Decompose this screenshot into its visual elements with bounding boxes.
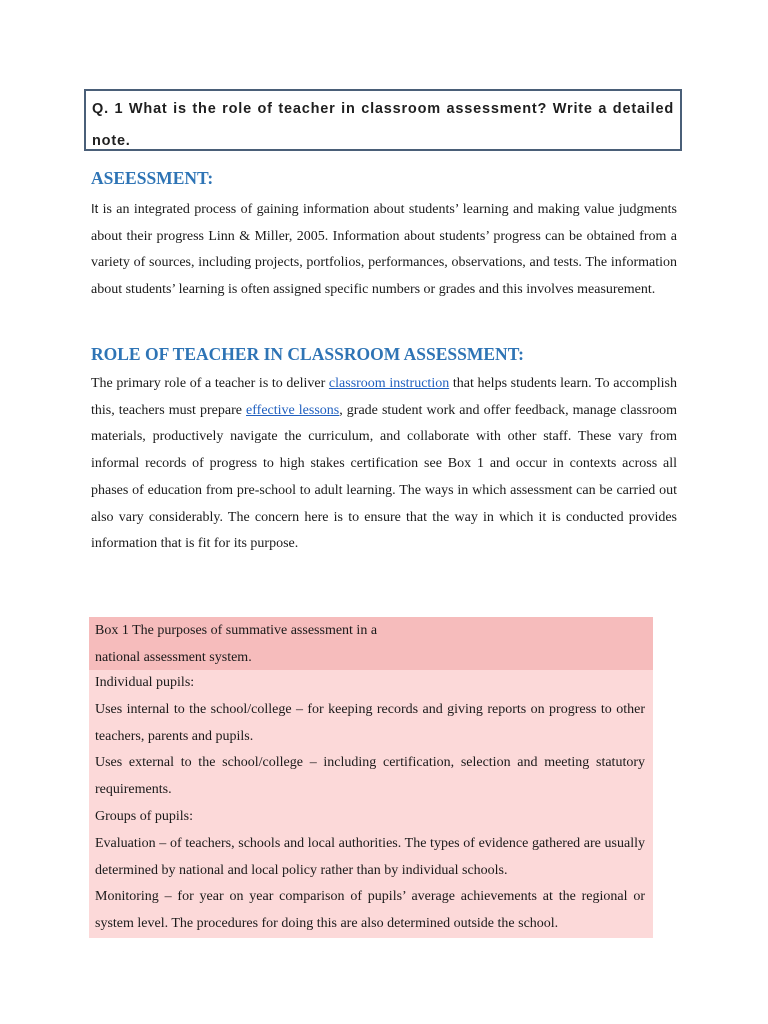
role-paragraph bbox=[91, 371, 677, 558]
question-box bbox=[84, 89, 682, 151]
assessment-heading: ASEESSMENT: bbox=[91, 168, 214, 188]
assessment-paragraph-text: is an integrated process of gaining information about students’ learning and making value judgments about their progress Linn & Miller, 2005. Information about students’ progress can be obtained from a variety of sources, including projects, portfolios, performances, observations, and tests. The information about students’ learning is often assigned specific numbers or grades and this involves measurement. bbox=[91, 202, 677, 298]
assessment-paragraph bbox=[91, 196, 677, 304]
box-item-external-uses: Uses external to the school/college – including certification, selection and meeting statutory requirements. bbox=[95, 755, 645, 798]
role-text-part-3: , grade student work and offer feedback, manage classroom materials, productively navigate the curriculum, and collaborate with other staff. These vary from informal records of progress to high stakes certification see Box 1 and occur in contexts across all phases of education from pre-school to adult learning. The ways in which assessment can be carried out also vary considerably. The concern here is to ensure that the way in which it is conducted provides information that is fit for its purpose. bbox=[91, 402, 678, 552]
role-text-part-2: that helps students learn. To accomplish this, teachers must prepare bbox=[91, 376, 677, 418]
effective-lessons-link[interactable]: effective lessons bbox=[246, 402, 340, 418]
box-item-groups-of-pupils: Groups of pupils: bbox=[95, 808, 193, 824]
classroom-instruction-link[interactable]: classroom instruction bbox=[328, 376, 450, 391]
box-item-evaluation: Evaluation – of teachers, schools and local authorities. The types of evidence gathered are usually determined by national and local policy rather than by individual schools. bbox=[95, 835, 645, 878]
role-text-part-1: The primary role of a teacher is to deliver bbox=[91, 376, 329, 391]
question-text: Q. 1 What is the role of teacher in classroom assessment? Write a detailed note. bbox=[92, 101, 674, 149]
box-header bbox=[89, 617, 653, 670]
assessment-paragraph-first-word: It bbox=[91, 201, 99, 216]
role-heading: ROLE OF TEACHER IN CLASSROOM ASSESSMENT: bbox=[91, 344, 524, 364]
box-item-internal-uses: Uses internal to the school/college – for keeping records and giving reports on progress to other teachers, parents and pupils. bbox=[95, 701, 645, 744]
box-item-individual-pupils: Individual pupils: bbox=[95, 675, 195, 690]
box-header-line-2: national assessment system. bbox=[95, 650, 252, 665]
box-body bbox=[89, 670, 653, 938]
box-item-monitoring: Monitoring – for year on year comparison of pupils’ average achievements at the regional or system level. The procedures for doing this are also determined outside the school. bbox=[95, 889, 645, 932]
summative-assessment-box bbox=[89, 617, 653, 938]
box-header-line-1: Box 1 The purposes of summative assessment in a bbox=[95, 623, 378, 638]
